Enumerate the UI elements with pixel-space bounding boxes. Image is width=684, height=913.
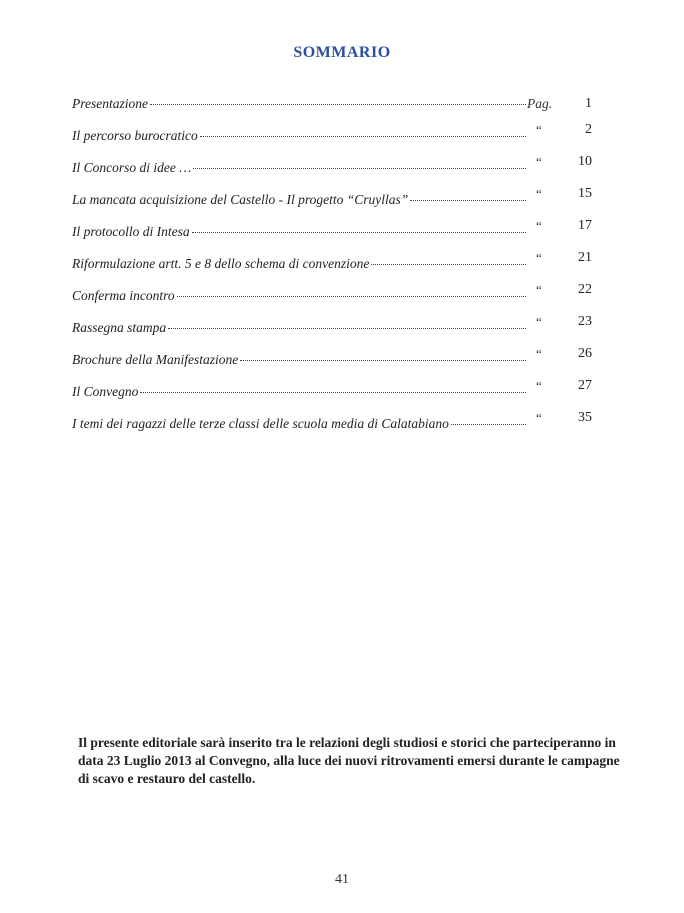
page-number: 41 <box>335 872 349 887</box>
page-title: SOMMARIO <box>293 44 391 61</box>
leader-dots <box>240 360 526 361</box>
toc-page-marker: “ <box>536 346 542 361</box>
toc-page-number: 23 <box>578 314 592 329</box>
toc-page-number: 2 <box>585 122 592 137</box>
toc-entry-label: Brochure della Manifestazione <box>72 352 239 367</box>
leader-dots <box>371 264 526 265</box>
leader-dots <box>193 168 526 169</box>
toc-entry <box>72 416 526 432</box>
leader-dots <box>150 104 526 105</box>
leader-dots <box>192 232 526 233</box>
toc-page-marker: “ <box>536 186 542 201</box>
toc-entry <box>72 384 526 400</box>
toc-entry <box>72 224 526 240</box>
editorial-note: Il presente editoriale sarà inserito tra le relazioni degli studiosi e storici che parteciperanno in data 23 Luglio 2013 al Convegno, alla luce dei nuovi ritrovamenti emersi durante le campagne di scavo e restauro del castello. <box>78 735 620 786</box>
toc-entry <box>72 160 526 176</box>
toc-page-marker: “ <box>536 314 542 329</box>
toc-row <box>72 154 602 184</box>
toc-page-marker: “ <box>536 250 542 265</box>
leader-dots <box>177 296 526 297</box>
toc-page-marker: “ <box>536 122 542 137</box>
toc-row <box>72 218 602 248</box>
toc-entry-label: I temi dei ragazzi delle terze classi delle scuola media di Calatabiano <box>72 416 449 431</box>
toc-entry <box>72 96 526 112</box>
toc-entry <box>72 256 526 272</box>
toc-page-marker: Pag. <box>527 96 553 111</box>
leader-dots <box>140 392 526 393</box>
toc-page-marker: “ <box>536 378 542 393</box>
toc-entry-label: Rassegna stampa <box>72 320 167 335</box>
toc-entry-label: Il percorso burocratico <box>72 128 198 143</box>
toc-page-number: 22 <box>578 282 592 297</box>
toc-entry <box>72 352 526 368</box>
leader-dots <box>451 424 526 425</box>
leader-dots <box>410 200 526 201</box>
toc-page-number: 21 <box>578 250 592 265</box>
toc-page-number: 17 <box>578 218 592 233</box>
toc-row <box>72 250 602 280</box>
toc-row <box>72 282 602 312</box>
toc-entry-label: Presentazione <box>72 96 148 111</box>
toc-entry <box>72 128 526 144</box>
toc-page-number: 26 <box>578 346 592 361</box>
toc-row <box>72 346 602 376</box>
toc-page-number: 35 <box>578 410 592 425</box>
toc-entry-label: Riformulazione artt. 5 e 8 dello schema di convenzione <box>72 256 370 271</box>
toc-row <box>72 314 602 344</box>
toc-page-number: 27 <box>578 378 592 393</box>
toc-page-marker: “ <box>536 282 542 297</box>
toc-row <box>72 96 602 120</box>
toc-page-number: 1 <box>585 96 592 111</box>
toc-page-marker: “ <box>536 218 542 233</box>
leader-dots <box>200 136 526 137</box>
toc-entry <box>72 320 526 336</box>
toc-entry-label: Conferma incontro <box>72 288 175 303</box>
toc-row <box>72 122 602 152</box>
toc-entry-label: Il protocollo di Intesa <box>72 224 190 239</box>
toc-row <box>72 186 602 216</box>
toc-entry-label: Il Convegno <box>72 384 139 399</box>
toc-row <box>72 410 602 440</box>
toc-entry-label: La mancata acquisizione del Castello - Il progetto “Cruyllas” <box>72 192 409 207</box>
leader-dots <box>168 328 526 329</box>
toc-entry <box>72 192 526 208</box>
toc-entry-label: Il Concorso di idee … <box>72 160 192 175</box>
toc-page-marker: “ <box>536 410 542 425</box>
toc-page-number: 15 <box>578 186 592 201</box>
toc-row <box>72 378 602 408</box>
toc-page-number: 10 <box>578 154 592 169</box>
toc-page-marker: “ <box>536 154 542 169</box>
toc-entry <box>72 288 526 304</box>
